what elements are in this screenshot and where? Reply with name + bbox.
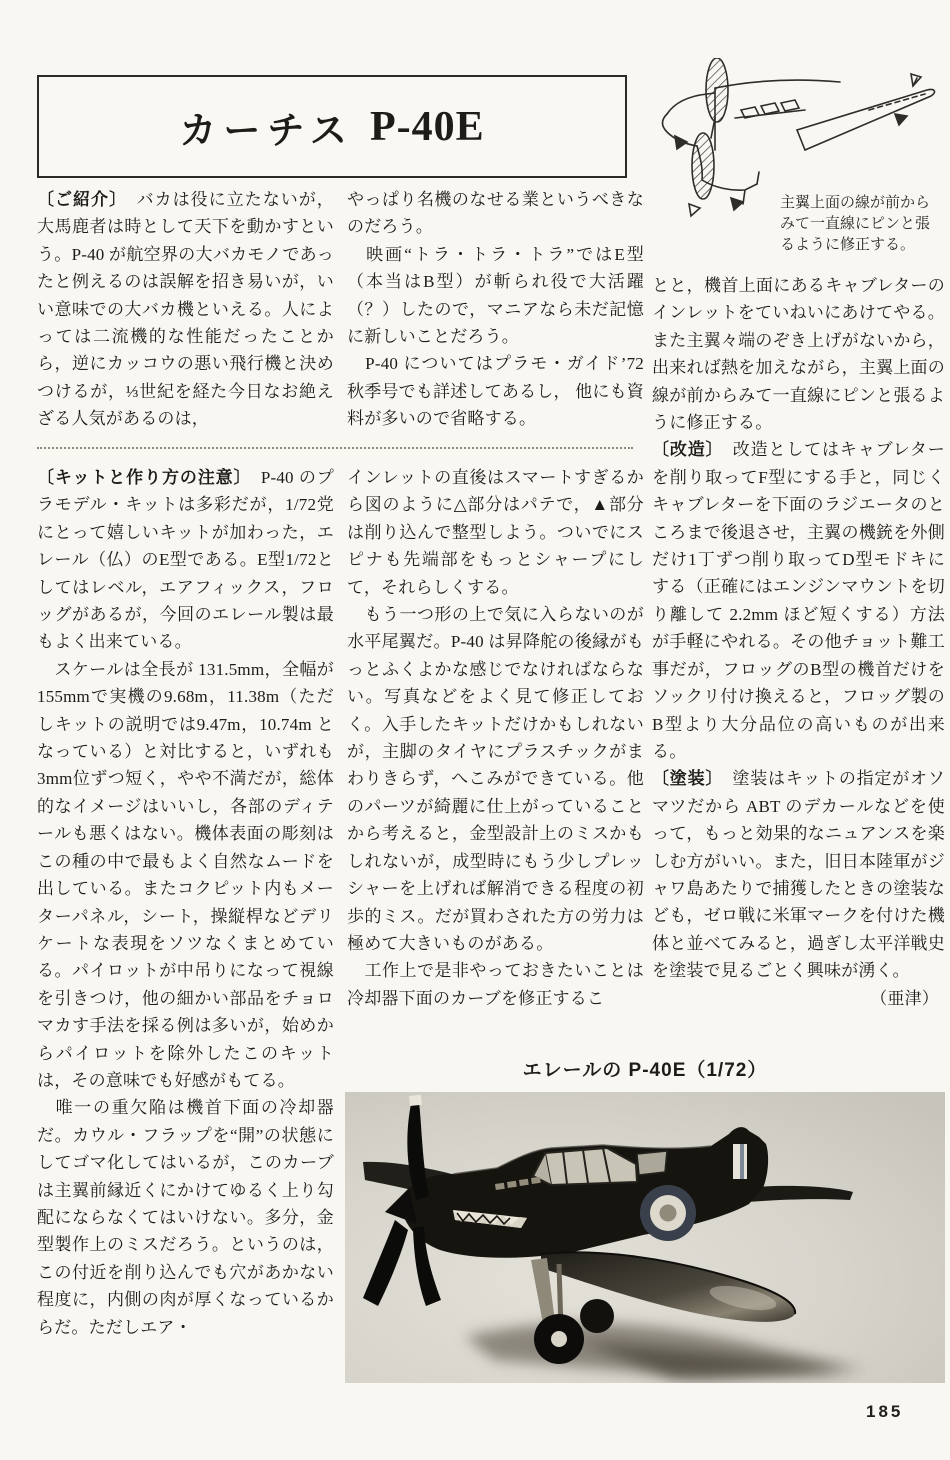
body-paragraph: 工作上で是非やっておきたいことは冷却器下面のカーブを修正するこ (347, 961, 644, 1008)
section-head-tosou: 〔塗装〕 (652, 769, 715, 789)
kit-notes-paragraph (37, 464, 334, 656)
diagram-caption-line: るように修正する。 (780, 236, 916, 253)
section-head-intro: 〔ご紹介〕 (37, 190, 119, 209)
p40-model-illustration (345, 1092, 945, 1383)
diagram-caption-line: 主翼上面の線が前から (780, 194, 931, 211)
model-photo (345, 1092, 945, 1383)
body-paragraph: もう一つ形の上で気に入らないのが水平尾翼だ。P-40 は昇降舵の後縁がもっとふくよかな感じでなければならない。写真などをよく見て修正しておく。入手したキットだけかもしれないが，主脚のタイヤにプラスチックがまわりきらず，へこみができている。他のパーツが綺麗に仕上がっていることから考えると，金型設計上のミスかもしれないが，成型時にもう少しプレッシャーを上げれば解消できる程度の初歩的ミス。だが買わされた方の労力は極めて大きいものがある。 (347, 605, 644, 953)
body-paragraph: やっぱり名機のなせる業というべきなのだろう。 (347, 190, 644, 237)
page-number: 185 (866, 1402, 904, 1421)
kit-notes-text-3: 唯一の重欠陥は機首下面の冷却器だ。カウル・フラップを“開”の状態にしてゴマ化してはいるが，このカーブは主翼前縁近くにかけてゆるく上り勾配にならなくてはいけない。多分，金型製作上のミスだろう。というのは，この付近を削り込んでも穴があかない程度に，内側の肉が厚くなっているからだ。ただしエア・ (37, 1098, 334, 1337)
diagram-caption (780, 192, 950, 255)
tosou-text: 塗装はキットの指定がオソマツだから ABT のデカールなどを使って，もっと効果的なニュアンスを楽しむ方がいい。また，旧日本陸軍がジャワ島あたりで捕獲したときの塗装なども，ゼロ戦に米軍マークを付けた機体と並べてみると，過ぎし太平洋戦史を塗装で見るごとく興味が湧く。 (652, 769, 945, 981)
intro-paragraph (37, 186, 334, 433)
section-head-kaizo: 〔改造〕 (652, 440, 715, 460)
kit-notes-text-1: P-40 のプラモデル・キットは多彩だが，1/72党にとって嬉しいキットが加わった，エレール（仏）のE型である。E型1/72としてはレベル，エアフィックス，フロッグがあるが，今回のエレール製は最もよく出来ている。 (37, 468, 334, 652)
article-title-latin: P-40E (369, 103, 485, 150)
section-head-kit-notes: 〔キットと作り方の注意〕 (37, 468, 243, 487)
column2-upper (347, 186, 644, 433)
body-paragraph: P-40 についてはプラモ・ガイド’72 秋季号でも詳述してあるし， 他にも資料が多いので省略する。 (347, 354, 644, 429)
column3 (652, 272, 945, 1012)
section-divider (37, 447, 633, 449)
column2-lower (347, 464, 644, 1012)
column1-intro (37, 186, 334, 433)
author-byline: （亜津） (870, 988, 939, 1008)
article-title-box (37, 75, 627, 178)
kit-notes-text-2: スケールは全長が 131.5mm，全幅が155mmで実機の9.68m，11.38m（ただしキットの説明では9.47m，10.74m となっている）と対比すると，いずれも3mm位ずつ短く，やや不満だが，総体的なイメージはいいし，各部のディテールも悪くはない。機体表面の彫刻はこの種の中で最もよく自然なムードを出している。またコクピット内もメーターパネル，シート，操縦桿などデリケートな表現をソツなくまとめている。パイロットが中吊りになって視線を引きつけ，他の細かい部品をチョロマカす手法を採る例は多いが，始めからパイロットを除外したこのキットは，その意味でも好感がもてる。 (37, 659, 334, 1090)
intro-text: バカは役に立たないが，大馬鹿者は時として天下を動かすという。P-40 が航空界の大バカモノであったと例えるのは誤解を招き易いが，いい意味での大バカ機といえる。人によっては二流機的な性能だったことから，逆にカッコウの悪い飛行機と決めつけるが，⅓世紀を経た今日なお絶えざる人気があるのは， (37, 190, 334, 429)
body-paragraph: インレットの直後はスマートすぎるから図のように△部分はパテで，▲部分は削り込んで整型しよう。ついでにスピナも先端部をもっとシャープにして，それらしくする。 (347, 468, 644, 597)
photo-caption: エレールの P-40E（1/72） (522, 1060, 768, 1081)
body-paragraph: とと，機首上面にあるキャブレターのインレットをていねいにあけてやる。また主翼々端のぞき上げがないから，出来れば熱を加えながら，主翼上面の線が前からみて一直線にピンと張るように修正する。 (652, 276, 945, 433)
column1-kit-notes (37, 464, 334, 1341)
kaizo-text: 改造としてはキャブレターを削り取ってF型にする手と，同じくキャブレターを下面のラジエータのところまで後退させ，主翼の機銃を外側だけ1丁ずつ削り取ってD型モドキにする（正確にはエンジンマウントを切り離して 2.2mm ほど短くする）方法が手軽にやれる。その他チョット難工事だが，フロッグのB型の機首だけをソックリ付け換えると，フロッグ製のB型より大分品位の高いものが出来る。 (652, 440, 945, 761)
diagram-caption-line: みて一直線にピンと張 (780, 215, 931, 232)
kaizo-paragraph (652, 436, 945, 765)
body-paragraph: 映画“トラ・トラ・トラ”ではE型（本当はB型）が斬られ役で大活躍（？）したので，マニアなら未だ記憶に新しいことだろう。 (347, 244, 644, 347)
article-title-jp: カーチス (179, 109, 354, 151)
tosou-paragraph (652, 765, 945, 984)
